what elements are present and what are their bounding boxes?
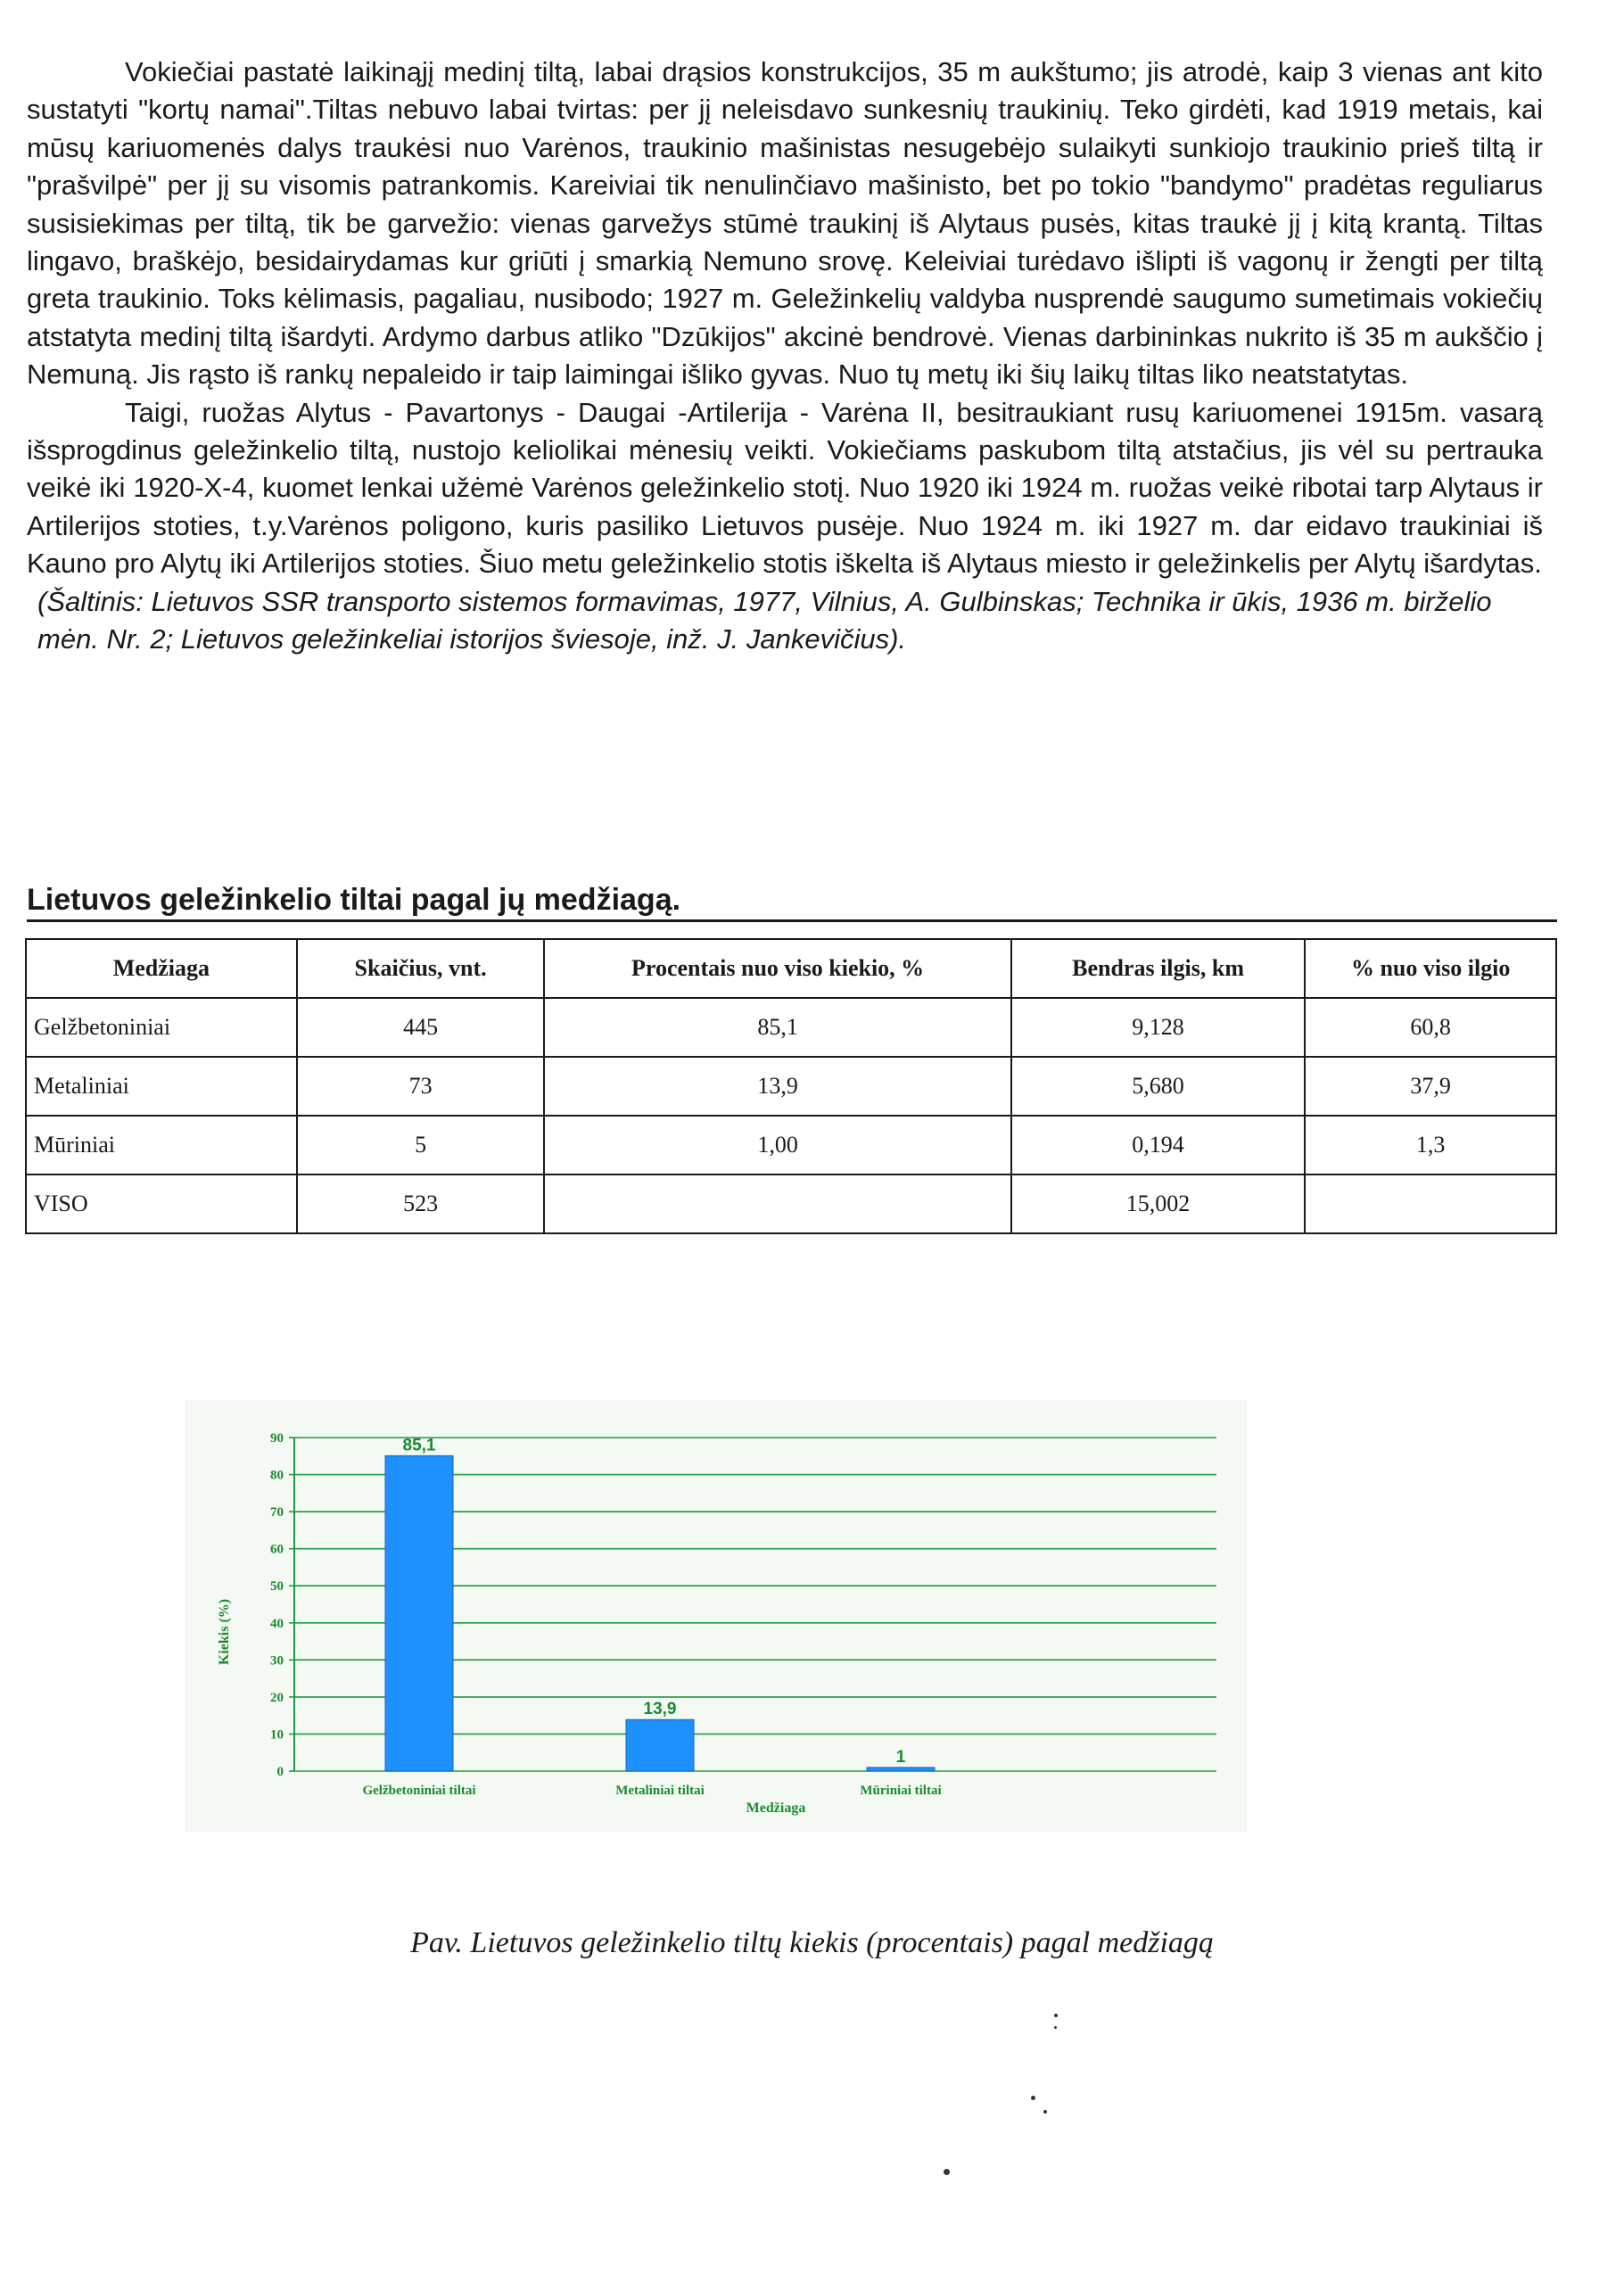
source-citation: (Šaltinis: Lietuvos SSR transporto sistemos formavimas, 1977, Vilnius, A. Gulbinskas; Technika ir ūkis, 1936 m. birželio mėn. Nr. 2; Lietuvos geležinkeliai istorijos šviesoje, inž. J. Jankevičius).	[37, 585, 1492, 655]
header-total-length: Bendras ilgis, km	[1011, 939, 1306, 998]
paragraph-2: Taigi, ruožas Alytus - Pavartonys - Daugai -Artilerija - Varėna II, besitraukiant rusų kariuomenei 1915m. vasarą išsprogdinus geležinkelio tiltą, nustojo keliolikai mėnesių veikti. Vokiečiams paskubom tiltą atstačius, jis vėl su pertrauka veikė iki 1920-X-4, kuomet lenkai užėmė Varėnos geležinkelio stotį. Nuo 1920 iki 1924 m. ruožas veikė ribotai tarp Alytaus ir Artilerijos stoties, t.y.Varėnos poligono, kuris pasiliko Lietuvos pusėje. Nuo 1924 m. iki 1927 m. dar eidavo traukiniai iš Kauno pro Alytų iki Artilerijos stoties. Šiuo metu geležinkelio stotis iškelta iš Alytaus miesto ir geležinkelis per Alytų išardytas.	[27, 396, 1543, 580]
paragraph-1: Vokiečiai pastatė laikinąjį medinį tiltą, labai drąsios konstrukcijos, 35 m aukštumo; jis atrodė, kaip 3 vienas ant kito sustatyti "kortų namai".Tiltas nebuvo labai tvirtas: per jį neleisdavo sunkesnių traukinių. Teko girdėti, kad 1919 metais, kai mūsų kariuomenės dalys traukėsi nuo Varėnos, traukinio mašinistas nesugebėjo sulaikyti sunkiojo traukinio prieš tiltą ir "prašvilpė" per jį su visomis patrankomis. Kareiviai tik nenulinčiavo mašinisto, bet po tokio "bandymo" pradėtas reguliarus susisiekimas per tiltą, tik be garvežio: vienas garvežys stūmė traukinį iš Alytaus pusės, kitas traukė jį į kitą krantą. Tiltas lingavo, braškėjo, besidairydamas kur griūti į smarkią Nemuno srovę. Keleiviai turėdavo išlipti iš vagonų ir žengti per tiltą greta traukinio. Toks kėlimasis, pagaliau, nusibodo; 1927 m. Geležinkelių valdyba nusprendė saugumo sumetimais vokiečių atstatyta medinį tiltą išardyti. Ardymo darbus atliko "Dzūkijos" akcinė bendrovė. Vienas darbininkas nukrito iš 35 m aukščio į Nemuną. Jis rąsto iš rankų nepaleido ir taip laimingai išliko gyvas. Nuo tų metų iki šių laikų tiltas liko neatstatytas.	[27, 56, 1543, 391]
x-axis-label: Medžiaga	[746, 1801, 806, 1816]
cell-percent-count: 13,9	[544, 1057, 1010, 1116]
cell-total-length: 5,680	[1011, 1057, 1306, 1116]
data-label: 13,9	[643, 1700, 677, 1719]
cell-percent-length: 60,8	[1305, 998, 1556, 1057]
cell-material: Gelžbetoniniai	[26, 998, 297, 1057]
bar	[385, 1455, 453, 1771]
category-label: Metaliniai tiltai	[615, 1784, 705, 1798]
category-label-layer	[362, 1784, 941, 1798]
y-tick-label: 30	[270, 1653, 284, 1669]
bar	[626, 1719, 694, 1771]
cell-count: 523	[297, 1174, 545, 1233]
y-tick-label: 40	[270, 1616, 284, 1631]
y-axis-label: Kiekis (%)	[217, 1598, 232, 1666]
y-tick-label: 60	[270, 1542, 284, 1557]
y-tick-label: 70	[270, 1505, 284, 1521]
bar	[867, 1768, 935, 1771]
scan-speck	[944, 2169, 950, 2175]
cell-material: VISO	[26, 1174, 297, 1233]
scan-speck	[1054, 2026, 1057, 2029]
y-tick-label: 90	[270, 1431, 284, 1446]
scan-speck	[1054, 2014, 1058, 2017]
figure-caption: Pav. Lietuvos geležinkelio tiltų kiekis (procentais) pagal medžiagą	[410, 1926, 1214, 1959]
cell-material: Mūriniai	[26, 1116, 297, 1174]
cell-percent-length: 37,9	[1305, 1057, 1556, 1116]
scan-speck	[1043, 2110, 1047, 2114]
y-tick-label: 50	[270, 1579, 284, 1595]
cell-percent-count: 1,00	[544, 1116, 1010, 1174]
cell-percent-count: 85,1	[544, 998, 1010, 1057]
data-label: 85,1	[402, 1436, 436, 1455]
y-tick-label: 20	[270, 1690, 284, 1705]
cell-count: 445	[297, 998, 545, 1057]
table-row	[26, 1116, 1556, 1174]
bar-chart-svg	[185, 1400, 1247, 1832]
scan-speck	[1031, 2096, 1035, 2100]
y-tick-layer	[270, 1431, 294, 1779]
table-title: Lietuvos geležinkelio tiltai pagal jų medžiagą.	[27, 883, 1557, 922]
cell-percent-length: 1,3	[1305, 1116, 1556, 1174]
table-row	[26, 1057, 1556, 1116]
header-percent-count: Procentais nuo viso kiekio, %	[544, 939, 1010, 998]
header-material: Medžiaga	[26, 939, 297, 998]
y-tick-label: 0	[276, 1765, 284, 1779]
table-row-total	[26, 1174, 1556, 1233]
category-label: Mūriniai tiltai	[860, 1784, 942, 1798]
y-tick-label: 10	[270, 1727, 284, 1743]
article-text	[27, 54, 1543, 659]
cell-percent-count	[544, 1174, 1010, 1233]
header-count: Skaičius, vnt.	[297, 939, 545, 998]
table-row	[26, 998, 1556, 1057]
cell-total-length: 0,194	[1011, 1116, 1306, 1174]
bar-chart	[185, 1400, 1247, 1832]
cell-count: 73	[297, 1057, 545, 1116]
y-tick-label: 80	[270, 1468, 284, 1483]
cell-material: Metaliniai	[26, 1057, 297, 1116]
cell-percent-length	[1305, 1174, 1556, 1233]
bar-layer	[385, 1455, 935, 1771]
bridges-table	[25, 938, 1557, 1234]
category-label: Gelžbetoniniai tiltai	[362, 1784, 476, 1798]
cell-count: 5	[297, 1116, 545, 1174]
cell-total-length: 15,002	[1011, 1174, 1306, 1233]
cell-total-length: 9,128	[1011, 998, 1306, 1057]
table-header-row	[26, 939, 1556, 998]
data-label-layer	[403, 1436, 906, 1766]
header-percent-length: % nuo viso ilgio	[1305, 939, 1556, 998]
data-label: 1	[895, 1747, 906, 1767]
